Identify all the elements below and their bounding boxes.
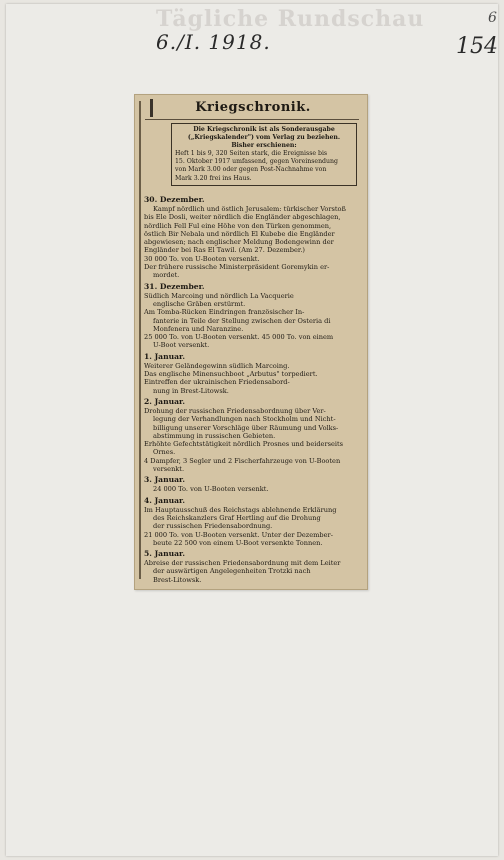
entry-line: legung der Verhandlungen nach Stockholm und Nicht- [153,415,336,424]
pencil-mark [150,99,153,117]
notice-body-line: von Mark 3.00 oder gegen Post-Nachnahme von [175,166,327,174]
entry-line: Im Hauptausschuß des Reichstags ablehnende Erklärung [144,505,337,514]
entry-line: 25 000 To. von U-Booten versenkt. 45 000 To. von einem [144,333,334,342]
archive-number: 154 [456,34,498,59]
archive-sheet [6,4,498,856]
entry-date: 30. Dezember. [144,195,205,204]
entry-line: 21 000 To. von U-Booten versenkt. Unter der Dezember- [144,530,333,539]
entry-line: des Reichskanzlers Graf Hertling auf die Drohung [153,513,321,522]
entry-dec-31 [144,282,364,350]
entry-jan-2 [144,397,364,473]
entry-date: 5. Januar. [144,549,185,559]
entry-line: Der frühere russische Ministerpräsident Goremykin er- [144,263,330,272]
entry-line: englische Gräben erstürmt. [153,299,246,308]
entry-line: Am Tomba-Rücken Eindringen französischer In- [144,308,305,317]
notice-line: („Kriegskalender") vom Verlag zu beziehen. [187,134,341,142]
entry-line: 4 Dampfer, 3 Segler und 2 Fischerfahrzeuge von U-Booten [144,456,341,465]
entry-line: der russischen Friedensabordnung. [153,522,273,531]
clipping-heading: Kriegschronik. [195,100,311,115]
notice-body-line: Mark 3.20 frei ins Haus. [175,174,252,182]
left-rule [139,101,141,579]
entry-date: 2. Januar. [144,396,185,406]
entry-line: Eintreffen der ukrainischen Friedensabord- [144,378,290,387]
entry-date: 3. Januar. [144,475,185,485]
entry-line: 24 000 To. von U-Booten versenkt. [153,485,269,494]
entry-dec-30 [144,195,364,280]
entry-line: 30 000 To. von U-Booten versenkt. [144,254,260,263]
notice-subhead: Bisher erschienen: [231,142,297,150]
entry-line: Erhöhte Gefechtstätigkeit nördlich Prosnes und beiderseits [144,440,344,449]
entry-line: östlich Bir Nebala und nördlich El Kubebe die Engländer [144,229,335,238]
entry-line: fanterie in Teile der Stellung zwischen der Osteria di [153,316,331,325]
entry-jan-3 [144,475,364,493]
entry-jan-1 [144,352,364,395]
entry-jan-5 [144,549,364,584]
entry-line: bis Ele Dosli, weiter nördlich die Engländer abgeschlagen, [144,213,341,222]
entry-line: Weiterer Geländegewinn südlich Marcoing. [144,361,290,370]
notice-body-line: 15. Oktober 1917 umfassend, gegen Voreinsendung [175,158,338,166]
notice-line: Die Kriegschronik ist als Sonderausgabe [193,126,335,133]
entry-line: Das englische Minensuchboot „Arbutus" torpediert. [144,370,318,379]
heading-rule [145,119,359,120]
entry-line: Kampf nördlich und östlich Jerusalem: türkischer Vorstoß [153,205,346,213]
entry-line: der auswärtigen Angelegenheiten Trotzki nach [153,567,311,576]
chronicle-entries [144,195,364,584]
entry-jan-4 [144,496,364,547]
notice-body [175,150,353,182]
entry-line: billigung unserer Vorschläge über Räumung und Volks- [153,423,339,432]
handwritten-date: 6./I. 1918. [156,30,271,54]
entry-line: Südlich Marcoing und nördlich La Vacquerie [144,291,294,300]
entry-line: nördlich Fell Ful eine Höhe von den Türken genommen, [144,221,332,230]
entry-date: 31. Dezember. [144,281,205,291]
entry-line: Drohung der russischen Friedensabordnung über Ver- [144,406,326,415]
entry-line: abgewiesen; nach englischer Meldung Bodengewinn der [144,238,334,247]
entry-line: U-Boot versenkt. [153,341,210,350]
faint-masthead: Tägliche Rundschau [156,6,425,32]
corner-mark: 6 [488,10,497,26]
notice-body-line: Heft 1 bis 9, 320 Seiten stark, die Ereignisse bis [175,150,328,158]
entry-line: beute 22 500 von einem U-Boot versenkte Tonnen. [153,538,323,547]
entry-line: Brest-Litowsk. [153,575,202,584]
entry-line: versenkt. [153,465,185,474]
entry-line: nung in Brest-Litowsk. [153,386,229,395]
entry-date: 4. Januar. [144,495,185,505]
entry-date: 1. Januar. [144,351,185,361]
entry-line: Abreise der russischen Friedensabordnung mit dem Leiter [144,559,341,568]
subscription-notice [171,123,357,186]
entry-line: Engländer bei Ras El Tawil. (Am 27. Dezember.) [144,246,305,255]
entry-line: Monfenera und Naranzine. [153,324,244,333]
entry-line: Ornes. [153,448,176,457]
entry-line: mordet. [153,271,180,280]
newspaper-clipping [134,94,368,590]
entry-line: abstimmung in russischen Gebieten. [153,431,276,440]
